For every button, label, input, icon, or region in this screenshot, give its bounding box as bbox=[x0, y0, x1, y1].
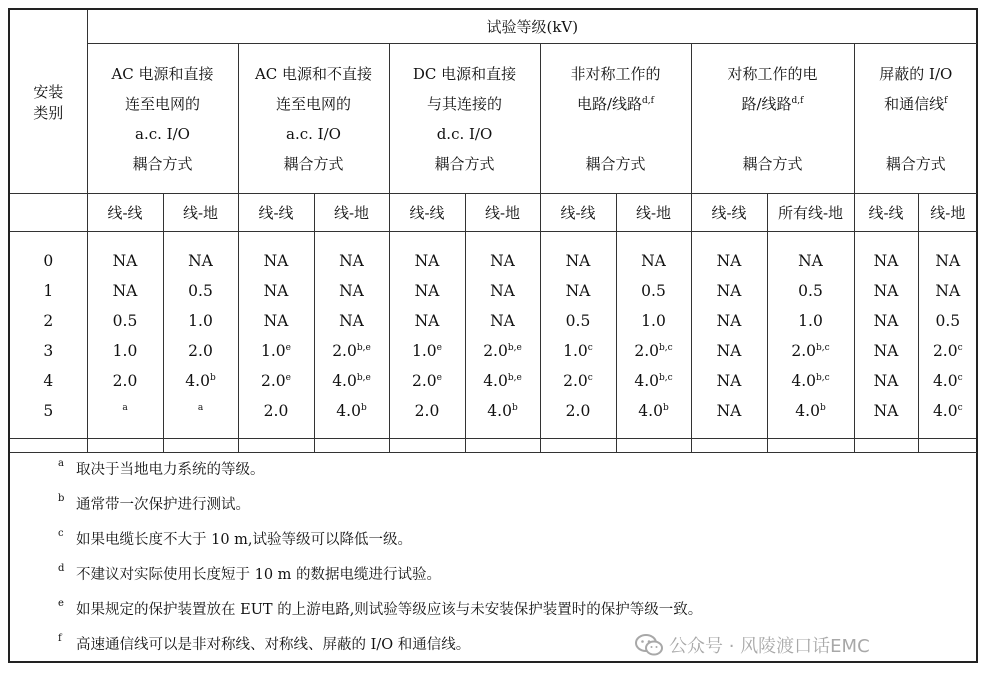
test-level-cell bbox=[164, 246, 238, 276]
test-level-cell bbox=[541, 246, 616, 276]
footnote-ref: c bbox=[957, 343, 963, 353]
test-level-cell bbox=[617, 336, 691, 366]
footnote-ref: b bbox=[360, 403, 367, 413]
coupling-mode-header: 线-线 bbox=[691, 194, 767, 232]
test-level-cell bbox=[315, 396, 389, 426]
test-level-cell bbox=[164, 306, 238, 336]
footnote-mark: c bbox=[58, 528, 64, 539]
footnote-ref: b,c bbox=[658, 343, 673, 353]
header-line-text: 耦合方式 bbox=[434, 154, 495, 173]
test-level-cell bbox=[617, 366, 691, 396]
test-level-cell bbox=[88, 366, 163, 396]
test-level-cell bbox=[239, 366, 314, 396]
test-level-cell bbox=[315, 306, 389, 336]
test-level-cell bbox=[466, 366, 540, 396]
test-level-cell bbox=[390, 396, 465, 426]
header-line-text: 耦合方式 bbox=[132, 154, 193, 173]
test-level-value: NA bbox=[716, 372, 742, 390]
test-level-cell bbox=[855, 336, 918, 366]
test-level-value: 1.0 bbox=[412, 342, 437, 360]
test-level-cell bbox=[541, 396, 616, 426]
watermark bbox=[635, 630, 870, 660]
test-level-value: 4.0 bbox=[791, 372, 816, 390]
coupling-group-header-line bbox=[855, 119, 978, 149]
footnote-ref: b bbox=[662, 403, 669, 413]
coupling-group-header bbox=[691, 44, 854, 194]
coupling-group-header-line bbox=[88, 149, 238, 179]
coupling-mode-header: 线-地 bbox=[314, 194, 389, 232]
test-level-value: NA bbox=[339, 312, 364, 330]
header-line-text: 耦合方式 bbox=[283, 154, 344, 173]
coupling-group-header-line bbox=[239, 59, 389, 89]
coupling-group-header bbox=[238, 44, 389, 194]
test-level-value: 0.5 bbox=[641, 282, 666, 300]
test-level-cell bbox=[466, 396, 540, 426]
test-level-value: 2.0 bbox=[263, 402, 289, 420]
test-level-cell bbox=[164, 336, 238, 366]
footnote-ref: a bbox=[197, 403, 204, 413]
test-level-cell bbox=[315, 336, 389, 366]
coupling-group-header-line bbox=[855, 149, 978, 179]
test-level-cell bbox=[768, 336, 854, 366]
coupling-group-header bbox=[540, 44, 691, 194]
test-level-value: NA bbox=[490, 252, 515, 270]
test-level-column bbox=[540, 232, 616, 453]
footnote-ref: b bbox=[209, 373, 216, 383]
test-level-cell bbox=[692, 246, 767, 276]
test-level-column bbox=[163, 232, 238, 453]
test-level-cell bbox=[466, 276, 540, 306]
test-level-value: NA bbox=[873, 402, 899, 420]
test-level-cell bbox=[239, 396, 314, 426]
test-level-value: NA bbox=[935, 252, 961, 270]
test-level-cell bbox=[919, 276, 978, 306]
test-level-cell bbox=[768, 396, 854, 426]
test-level-value: 4.0 bbox=[634, 372, 659, 390]
test-level-value: 1.0 bbox=[188, 312, 213, 330]
test-level-cell bbox=[88, 396, 163, 426]
test-level-value: 0.5 bbox=[188, 282, 213, 300]
test-level-cell bbox=[855, 306, 918, 336]
test-level-cell bbox=[768, 366, 854, 396]
test-level-cell bbox=[919, 306, 978, 336]
test-level-value: NA bbox=[414, 312, 440, 330]
coupling-group-header-line bbox=[541, 149, 691, 179]
test-level-value: NA bbox=[490, 282, 515, 300]
test-level-cell bbox=[239, 336, 314, 366]
install-class-value: 4 bbox=[43, 372, 54, 390]
install-class-value: 3 bbox=[43, 342, 54, 360]
test-level-cell bbox=[855, 276, 918, 306]
header-line-text: 非对称工作的 bbox=[570, 64, 661, 83]
test-level-cell bbox=[919, 246, 978, 276]
test-level-value: NA bbox=[935, 282, 961, 300]
header-line-text: AC 电源和直接 bbox=[111, 64, 214, 83]
footnote-item bbox=[54, 453, 976, 488]
footnote-mark: a bbox=[58, 458, 64, 469]
test-level-value: NA bbox=[414, 252, 440, 270]
install-class-value: 0 bbox=[43, 252, 54, 270]
footnote-ref: b bbox=[511, 403, 518, 413]
coupling-group-header-line bbox=[541, 59, 691, 89]
install-class-value: 1 bbox=[43, 282, 54, 300]
footnote-ref: d,f bbox=[642, 95, 654, 106]
install-class-value: 5 bbox=[43, 402, 54, 420]
coupling-mode-header: 线-线 bbox=[854, 194, 918, 232]
test-level-value: NA bbox=[414, 282, 440, 300]
test-level-value: 2.0 bbox=[112, 372, 138, 390]
footnote-ref: c bbox=[587, 343, 593, 353]
test-level-cell bbox=[315, 366, 389, 396]
footnote-ref: e bbox=[436, 373, 442, 383]
coupling-group-header-line bbox=[692, 119, 854, 149]
test-level-value: 4.0 bbox=[487, 402, 512, 420]
header-line-text: 耦合方式 bbox=[585, 154, 646, 173]
standard-table-sheet bbox=[8, 8, 978, 663]
coupling-group-header-line bbox=[855, 89, 978, 119]
test-level-column bbox=[87, 232, 163, 453]
coupling-mode-header: 线-地 bbox=[163, 194, 238, 232]
test-level-cell bbox=[541, 306, 616, 336]
surge-test-level-table bbox=[10, 10, 977, 453]
coupling-group-header-line bbox=[88, 59, 238, 89]
coupling-group-header-line bbox=[692, 59, 854, 89]
test-level-value: NA bbox=[339, 282, 364, 300]
footnote-ref: e bbox=[436, 343, 442, 353]
test-level-cell bbox=[692, 336, 767, 366]
test-level-value: NA bbox=[873, 372, 899, 390]
coupling-group-header-line bbox=[88, 89, 238, 119]
test-level-value: 2.0 bbox=[483, 342, 508, 360]
footnote-mark: b bbox=[58, 493, 65, 504]
coupling-mode-header: 线-地 bbox=[918, 194, 977, 232]
header-line-text: d.c. I/O bbox=[436, 124, 493, 143]
install-class-value: 2 bbox=[43, 312, 54, 330]
footnote-mark: e bbox=[58, 598, 64, 609]
test-level-value: NA bbox=[263, 282, 289, 300]
footnote-ref: b,e bbox=[507, 343, 522, 353]
test-level-value: 4.0 bbox=[483, 372, 508, 390]
test-level-value: NA bbox=[716, 402, 742, 420]
test-level-cell bbox=[239, 276, 314, 306]
footnote-item bbox=[54, 558, 976, 593]
coupling-group-header-line bbox=[692, 89, 854, 119]
footnote-ref: e bbox=[285, 343, 291, 353]
coupling-group-header-line bbox=[692, 149, 854, 179]
footnote-text: 高速通信线可以是非对称线、对称线、屏蔽的 I/O 和通信线。 bbox=[76, 637, 471, 653]
install-class-header-line: 安装 bbox=[33, 82, 64, 101]
test-level-value: NA bbox=[112, 282, 138, 300]
test-level-value: 1.0 bbox=[798, 312, 823, 330]
test-level-cell bbox=[466, 306, 540, 336]
footnote-ref: b bbox=[819, 403, 826, 413]
test-level-value: 4.0 bbox=[932, 402, 958, 420]
test-level-cell bbox=[617, 276, 691, 306]
header-line-text: a.c. I/O bbox=[135, 124, 190, 143]
empty-corner-cell bbox=[10, 194, 87, 232]
header-line-text: 路/线路 bbox=[741, 94, 792, 113]
coupling-group-header-line bbox=[88, 119, 238, 149]
coupling-group-header-line bbox=[239, 119, 389, 149]
test-level-cell bbox=[239, 306, 314, 336]
test-level-value: 4.0 bbox=[932, 372, 958, 390]
test-level-value: NA bbox=[565, 252, 591, 270]
coupling-group-header bbox=[389, 44, 540, 194]
test-level-value: 2.0 bbox=[563, 372, 588, 390]
test-level-value: NA bbox=[490, 312, 515, 330]
footnote-mark: f bbox=[58, 633, 62, 644]
coupling-mode-header: 所有线-地 bbox=[767, 194, 854, 232]
test-level-column bbox=[767, 232, 854, 453]
coupling-group-header bbox=[854, 44, 977, 194]
test-level-column bbox=[918, 232, 977, 453]
header-line-text: AC 电源和不直接 bbox=[254, 64, 373, 83]
footnote-text: 不建议对实际使用长度短于 10 m 的数据电缆进行试验。 bbox=[76, 567, 442, 583]
test-level-cell bbox=[768, 306, 854, 336]
test-level-value: 4.0 bbox=[185, 372, 210, 390]
test-level-value: 2.0 bbox=[414, 402, 440, 420]
test-level-value: NA bbox=[798, 252, 823, 270]
test-level-cell bbox=[692, 366, 767, 396]
test-level-value: NA bbox=[263, 252, 289, 270]
test-level-cell bbox=[617, 396, 691, 426]
test-level-cell bbox=[919, 396, 978, 426]
footnote-item bbox=[54, 593, 976, 628]
test-level-cell bbox=[855, 246, 918, 276]
footnote-ref: c bbox=[957, 373, 963, 383]
footnote-ref: b,e bbox=[356, 343, 371, 353]
footnote-ref: c bbox=[587, 373, 593, 383]
test-level-cell bbox=[315, 246, 389, 276]
test-level-value: 0.5 bbox=[112, 312, 138, 330]
install-class-header bbox=[10, 10, 87, 194]
test-level-value: NA bbox=[716, 312, 742, 330]
footnote-ref: e bbox=[285, 373, 291, 383]
coupling-group-header-line bbox=[239, 89, 389, 119]
test-level-cell bbox=[88, 246, 163, 276]
footnote-ref: b,e bbox=[507, 373, 522, 383]
test-level-value: NA bbox=[873, 312, 899, 330]
test-level-cell bbox=[315, 276, 389, 306]
test-level-value: 4.0 bbox=[336, 402, 361, 420]
test-level-value: 2.0 bbox=[565, 402, 591, 420]
header-line-text: 耦合方式 bbox=[742, 154, 803, 173]
test-level-value: 2.0 bbox=[634, 342, 659, 360]
test-level-value: 1.0 bbox=[261, 342, 286, 360]
footnote-ref: b,e bbox=[356, 373, 371, 383]
coupling-group-header bbox=[87, 44, 238, 194]
install-class-column bbox=[10, 232, 87, 453]
test-level-cell bbox=[541, 336, 616, 366]
coupling-group-header-line bbox=[541, 89, 691, 119]
footnote-text: 取决于当地电力系统的等级。 bbox=[76, 462, 265, 478]
test-level-cell bbox=[541, 366, 616, 396]
test-level-value: 1.0 bbox=[112, 342, 138, 360]
coupling-mode-header: 线-地 bbox=[616, 194, 691, 232]
test-level-value: NA bbox=[339, 252, 364, 270]
header-line-text: 屏蔽的 I/O bbox=[879, 64, 953, 83]
test-level-value: NA bbox=[873, 252, 899, 270]
test-level-cell bbox=[692, 276, 767, 306]
test-level-cell bbox=[692, 306, 767, 336]
coupling-group-header-line bbox=[855, 59, 978, 89]
header-line-text: a.c. I/O bbox=[286, 124, 341, 143]
coupling-mode-header: 线-线 bbox=[540, 194, 616, 232]
test-level-cell bbox=[390, 336, 465, 366]
test-level-value: 4.0 bbox=[638, 402, 663, 420]
test-level-cell bbox=[466, 246, 540, 276]
test-level-cell bbox=[692, 396, 767, 426]
test-level-cell bbox=[855, 396, 918, 426]
coupling-group-header-line bbox=[390, 119, 540, 149]
test-level-value: NA bbox=[112, 252, 138, 270]
coupling-mode-header: 线-地 bbox=[465, 194, 540, 232]
test-level-cell bbox=[919, 336, 978, 366]
test-level-value: NA bbox=[565, 282, 591, 300]
coupling-group-header-line bbox=[390, 59, 540, 89]
test-level-cell bbox=[768, 246, 854, 276]
footnote-ref: b,c bbox=[658, 373, 673, 383]
test-level-value: NA bbox=[716, 342, 742, 360]
test-level-cell bbox=[768, 276, 854, 306]
test-level-cell bbox=[390, 246, 465, 276]
coupling-group-header-line bbox=[390, 149, 540, 179]
test-level-cell bbox=[390, 366, 465, 396]
footnote-item bbox=[54, 488, 976, 523]
test-level-cell bbox=[88, 276, 163, 306]
header-line-text: 对称工作的电 bbox=[727, 64, 818, 83]
test-level-column bbox=[389, 232, 465, 453]
test-level-cell bbox=[919, 366, 978, 396]
header-line-text: 电路/线路 bbox=[576, 94, 643, 113]
test-level-column bbox=[314, 232, 389, 453]
footnote-ref: b,c bbox=[815, 373, 830, 383]
test-level-value: 2.0 bbox=[412, 372, 437, 390]
footnote-mark: d bbox=[58, 563, 65, 574]
test-level-value: NA bbox=[873, 342, 899, 360]
test-level-value: 1.0 bbox=[563, 342, 588, 360]
test-level-cell bbox=[164, 366, 238, 396]
test-level-cell bbox=[541, 276, 616, 306]
coupling-mode-header: 线-线 bbox=[87, 194, 163, 232]
test-level-column bbox=[238, 232, 314, 453]
footnote-text: 如果电缆长度不大于 10 m,试验等级可以降低一级。 bbox=[76, 532, 413, 548]
test-level-cell bbox=[164, 276, 238, 306]
test-level-value: NA bbox=[641, 252, 666, 270]
footnote-item bbox=[54, 523, 976, 558]
test-level-value: 4.0 bbox=[332, 372, 357, 390]
test-level-value: 0.5 bbox=[935, 312, 961, 330]
test-level-cell bbox=[855, 366, 918, 396]
test-level-value: 2.0 bbox=[332, 342, 357, 360]
test-level-header: 试验等级(kV) bbox=[87, 10, 977, 44]
coupling-mode-header: 线-线 bbox=[389, 194, 465, 232]
footnote-ref: f bbox=[944, 95, 948, 106]
test-level-column bbox=[616, 232, 691, 453]
header-line-text: 与其连接的 bbox=[426, 94, 502, 113]
footnote-ref: a bbox=[122, 403, 128, 413]
coupling-mode-header: 线-线 bbox=[238, 194, 314, 232]
test-level-value: 2.0 bbox=[188, 342, 213, 360]
test-level-cell bbox=[390, 276, 465, 306]
test-level-cell bbox=[164, 396, 238, 426]
header-line-text: 连至电网的 bbox=[124, 94, 200, 113]
test-level-value: 2.0 bbox=[932, 342, 958, 360]
test-level-cell bbox=[88, 336, 163, 366]
header-line-text: 耦合方式 bbox=[885, 154, 946, 173]
test-level-value: 0.5 bbox=[565, 312, 591, 330]
coupling-group-header-line bbox=[390, 89, 540, 119]
test-level-cell bbox=[617, 246, 691, 276]
footnote-ref: c bbox=[957, 403, 963, 413]
test-level-column bbox=[691, 232, 767, 453]
test-level-cell bbox=[390, 306, 465, 336]
test-level-column bbox=[465, 232, 540, 453]
test-level-cell bbox=[88, 306, 163, 336]
install-class-header-line: 类别 bbox=[33, 103, 64, 122]
watermark-text: 公众号 · 风陵渡口话EMC bbox=[669, 636, 870, 657]
test-level-value: 1.0 bbox=[641, 312, 666, 330]
test-level-column bbox=[854, 232, 918, 453]
test-level-value: NA bbox=[716, 282, 742, 300]
test-level-value: 0.5 bbox=[798, 282, 823, 300]
coupling-group-header-line bbox=[239, 149, 389, 179]
test-level-value: NA bbox=[188, 252, 213, 270]
footnote-ref: d,f bbox=[791, 95, 804, 106]
test-level-cell bbox=[239, 246, 314, 276]
wechat-icon bbox=[635, 634, 663, 656]
test-level-value: NA bbox=[716, 252, 742, 270]
test-level-cell bbox=[617, 306, 691, 336]
footnote-text: 通常带一次保护进行测试。 bbox=[76, 497, 250, 513]
test-level-value: NA bbox=[263, 312, 289, 330]
header-line-text: 和通信线 bbox=[884, 94, 945, 113]
test-level-value: 2.0 bbox=[791, 342, 816, 360]
coupling-group-header-line bbox=[541, 119, 691, 149]
footnote-text: 如果规定的保护装置放在 EUT 的上游电路,则试验等级应该与未安装保护装置时的保护等级一致。 bbox=[76, 602, 703, 618]
test-level-cell bbox=[466, 336, 540, 366]
test-level-value: NA bbox=[873, 282, 899, 300]
header-line-text: 连至电网的 bbox=[275, 94, 351, 113]
header-line-text: DC 电源和直接 bbox=[412, 64, 517, 83]
test-level-value: 2.0 bbox=[261, 372, 286, 390]
test-level-value: 4.0 bbox=[795, 402, 820, 420]
footnote-ref: b,c bbox=[815, 343, 830, 353]
